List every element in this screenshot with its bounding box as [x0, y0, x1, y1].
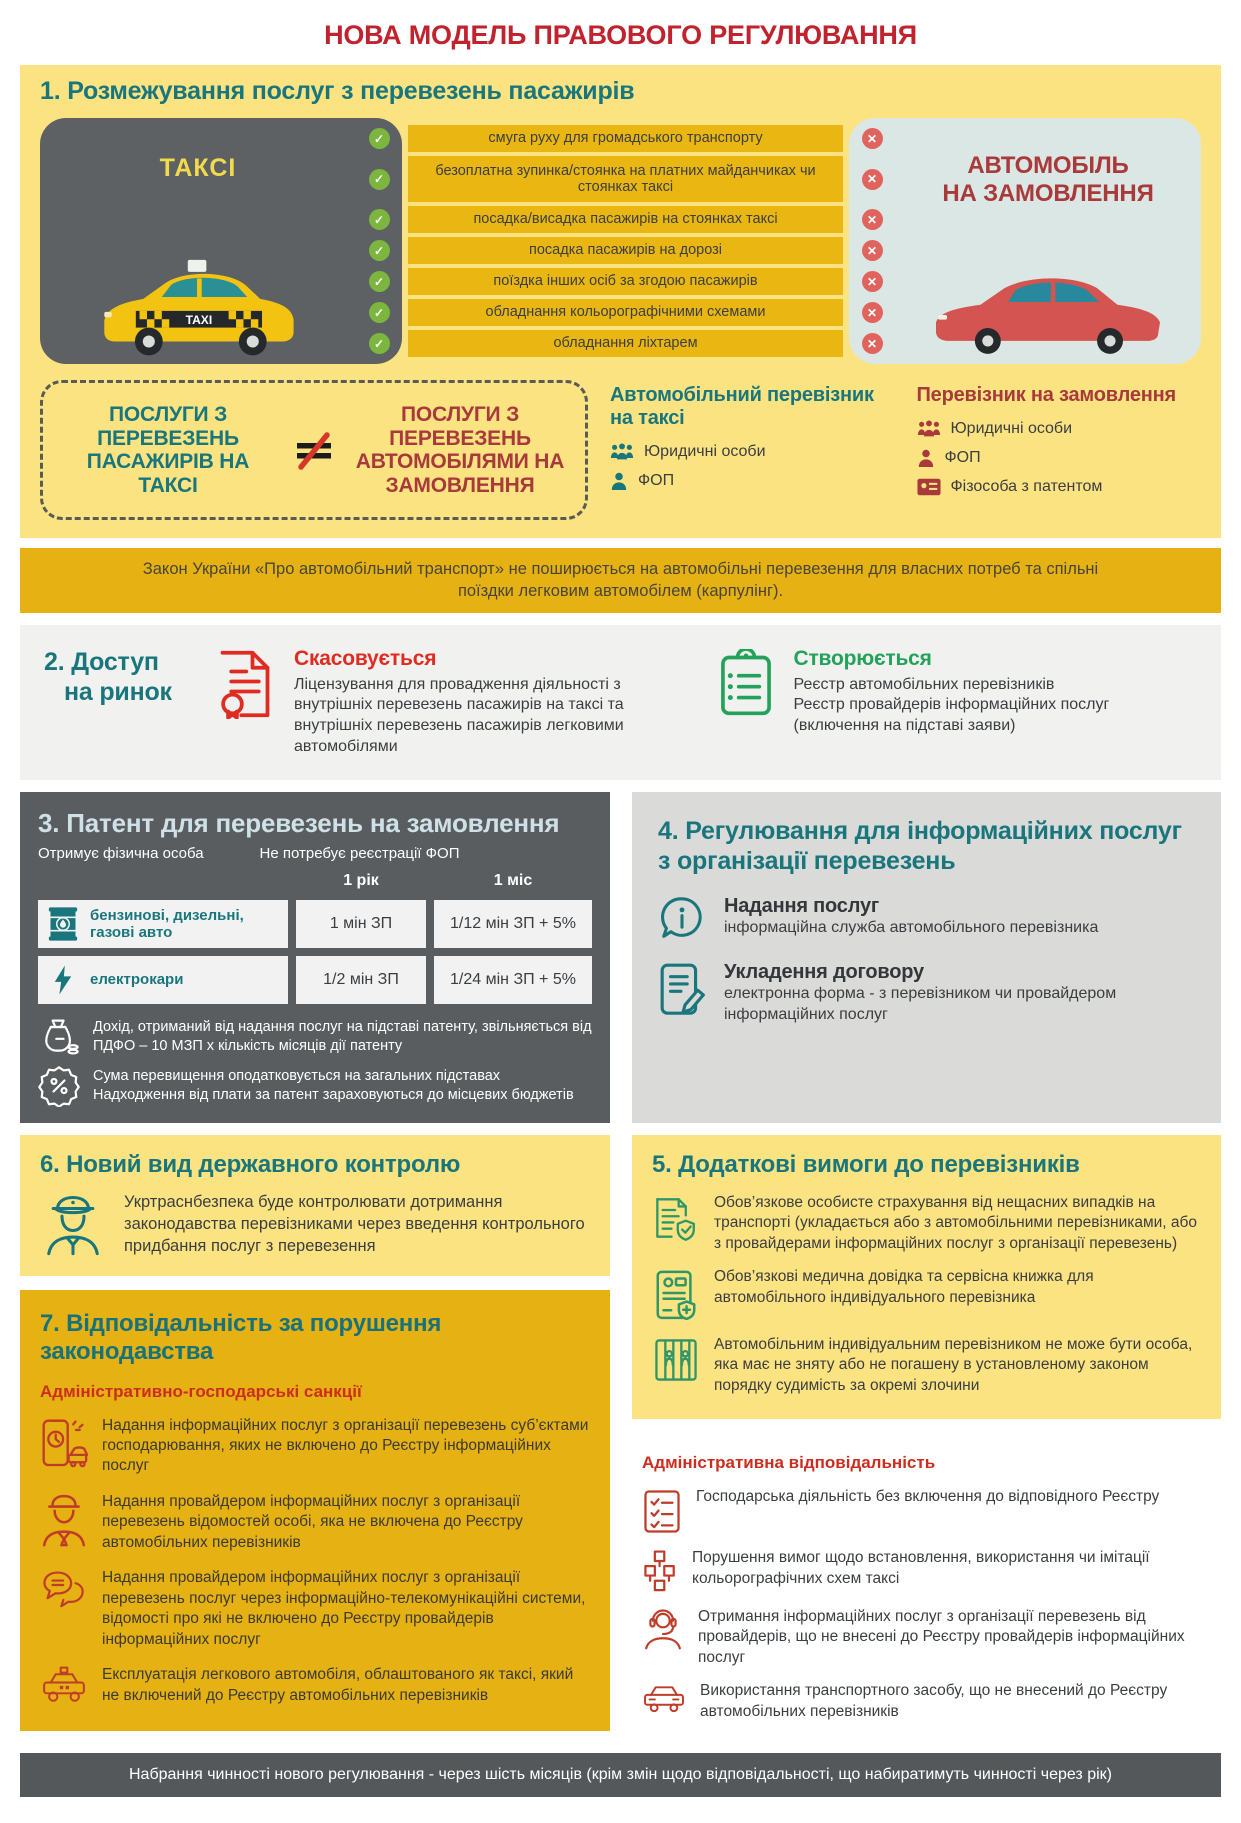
section-4-heading: 4. Регулювання для інформаційних послуг з організації перевезень	[658, 816, 1182, 876]
section-1-panel	[20, 65, 1221, 538]
cancelled-title: Скасовується	[294, 646, 437, 670]
check-circle-icon: ✓	[369, 209, 390, 230]
taxi-car-illustration	[82, 258, 314, 362]
list-item	[642, 1548, 1215, 1594]
created-block	[794, 647, 1198, 737]
section-7-heading: 7. Відповідальність за порушення законодавства	[40, 1309, 442, 1365]
list-item	[40, 1191, 590, 1258]
check-circle-icon: ✓	[369, 128, 390, 149]
list-item-body	[724, 895, 1098, 939]
fuel-barrel-icon	[46, 906, 80, 942]
cancelled-text: Ліцензування для провадження діяльності з внутрішніх перевезень пасажирів на таксі та внутрішніх перевезень пасажирів легковими автомобілями	[294, 675, 624, 755]
electric-bolt-icon	[46, 964, 80, 996]
effective-date-banner: Набрання чинності нового регулювання - через шість місяців (крім змін щодо відповідальності, що набиратимуть чинності через рік)	[20, 1753, 1221, 1797]
patent-sub-right: Не потребує реєстрації ФОП	[259, 844, 460, 862]
section-5-panel	[632, 1135, 1221, 1419]
created-text	[794, 675, 1198, 737]
chat-bubbles-icon	[40, 1569, 88, 1610]
list-item	[40, 1416, 590, 1477]
list-item	[658, 895, 1195, 943]
check-circle-icon: ✓	[369, 169, 390, 190]
column-header-year: 1 рік	[343, 871, 379, 889]
order-car-label	[942, 152, 1153, 207]
item-text: електронна форма - з перевізником чи провайдером інформаційних послуг	[724, 984, 1117, 1023]
item-title: Надання послуг	[724, 894, 880, 917]
criminal-record-icon	[652, 1336, 700, 1384]
sanction-text: Надання провайдером інформаційних послуг з організації перевезень послуг через інформаційно-телекомунікаційні системи, відомості про які не включено до Реєстру провайдерів інформаційних послуг	[102, 1569, 586, 1648]
taxi-carrier-block	[610, 380, 895, 501]
list-item	[652, 1193, 1201, 1254]
not-equal-icon	[287, 423, 341, 477]
section-2-heading-line2: на ринок	[64, 677, 172, 706]
list-item	[917, 478, 1202, 496]
check-circle-icon: ✓	[369, 240, 390, 261]
contract-pencil-icon	[658, 961, 706, 1017]
carrier-item-label: ФОП	[944, 449, 981, 466]
feature-row: обладнання ліхтарем	[408, 330, 843, 357]
color-scheme-blocks-icon	[642, 1549, 678, 1594]
list-item	[38, 1065, 592, 1107]
forbidden-crosses-column	[849, 118, 895, 364]
order-services-label: ПОСЛУГИ З ПЕРЕВЕЗЕНЬ АВТОМОБІЛЯМИ НА ЗАМОВЛЕННЯ	[355, 403, 565, 497]
section-2-heading	[44, 647, 196, 707]
patent-note-text: Сума перевищення оподатковується на загальних підставах	[93, 1067, 501, 1084]
created-line1: Реєстр автомобільних перевізників	[793, 675, 1055, 693]
item-text: інформаційна служба автомобільного перевізника	[724, 918, 1099, 936]
admin-liability-heading: Адміністративна відповідальність	[642, 1453, 936, 1473]
table-corner	[38, 872, 288, 892]
table-cell: 1 мін ЗП	[296, 900, 426, 948]
not-equal-box	[40, 380, 588, 520]
patent-notes	[38, 1017, 592, 1107]
cross-circle-icon: ✕	[862, 240, 883, 261]
list-item	[40, 1492, 590, 1553]
section-6-panel	[20, 1135, 610, 1276]
driver-person-icon	[40, 1493, 88, 1547]
order-carrier-block	[917, 380, 1202, 506]
info-service-person-icon	[642, 1608, 684, 1650]
sanction-text: Надання провайдером інформаційних послуг з організації перевезень відомостей особі, яка не включена до Реєстру автомобільних перевізників	[102, 1492, 523, 1551]
license-certificate-icon	[216, 649, 274, 719]
requirement-text: Обов’язкове особисте страхування від нещасних випадків на транспорті (укладається або з автомобільними перевізниками, або з провайдерами інформаційних послуг з організації перевезень)	[714, 1193, 1198, 1252]
order-carrier-heading: Перевізник на замовлення	[916, 384, 1177, 406]
table-cell: 1/24 мін ЗП + 5%	[434, 956, 592, 1004]
admin-item-text: Використання транспортного засобу, що не внесений до Реєстру автомобільних перевізників	[700, 1682, 1168, 1720]
section-3-subnotes	[38, 845, 592, 862]
taxi-services-label: ПОСЛУГИ З ПЕРЕВЕЗЕНЬ ПАСАЖИРІВ НА ТАКСІ	[86, 403, 250, 497]
list-item	[38, 1017, 592, 1057]
allowed-checks-column	[356, 118, 402, 364]
requirement-text: Автомобільним індивідуальним перевізником не може бути особа, яка має не зняту або не погашену в установленому законом порядку судимість за окремі злочини	[714, 1335, 1193, 1394]
list-item	[610, 442, 895, 461]
patent-note-text: Надходження від плати за патент зараховуються до місцевих бюджетів	[93, 1086, 574, 1103]
section-7-panel	[20, 1290, 610, 1731]
taxi-panel	[40, 118, 402, 364]
right-column	[632, 1135, 1221, 1735]
feature-row: смуга руху для громадського транспорту	[408, 125, 843, 152]
section-2-heading-line1: 2. Доступ	[44, 647, 159, 676]
law-note-banner: Закон України «Про автомобільний транспорт» не поширюється на автомобільні перевезення для власних потреб та спільні поїздки легковим автомобілем (карпулінг).	[20, 548, 1221, 613]
fop-person-icon	[917, 448, 935, 468]
section-3-panel	[20, 792, 610, 1123]
list-item	[652, 1267, 1201, 1322]
list-item	[658, 961, 1195, 1026]
created-title: Створюється	[793, 646, 932, 670]
patent-id-card-icon	[917, 478, 941, 496]
feature-row: посадка/висадка пасажирів на стоянках таксі	[408, 206, 843, 233]
patent-sub-left: Отримує фізична особа	[38, 844, 204, 862]
check-circle-icon: ✓	[369, 271, 390, 292]
section-5-heading: 5. Додаткові вимоги до перевізників	[652, 1150, 1080, 1178]
order-car-label-line2: НА ЗАМОВЛЕННЯ	[942, 179, 1154, 207]
check-circle-icon: ✓	[369, 302, 390, 323]
list-item	[917, 419, 1202, 438]
list-item	[40, 1568, 590, 1650]
order-car-content	[895, 118, 1201, 364]
taxi-vehicle-icon	[40, 1666, 88, 1704]
cancelled-block	[294, 647, 698, 758]
list-item	[642, 1487, 1215, 1535]
list-item	[40, 1665, 590, 1706]
feature-row: поїздка інших осіб за згодою пасажирів	[408, 268, 843, 295]
cross-circle-icon: ✕	[862, 302, 883, 323]
list-item	[652, 1335, 1201, 1396]
taxi-carrier-heading: Автомобільний перевізник на таксі	[610, 384, 874, 429]
item-title: Укладення договору	[724, 960, 924, 983]
order-car-panel	[849, 118, 1201, 364]
admin-liability-block	[632, 1433, 1221, 1735]
section-6-text: Укртраснбезпека буде контролювати дотримання законодавства перевізниками через введення контрольного придбання послуг з перевезення	[124, 1192, 585, 1256]
legal-entities-icon	[610, 442, 634, 461]
section-1-bottom	[40, 380, 1201, 520]
feature-row: обладнання кольорографічними схемами	[408, 299, 843, 326]
info-bubble-icon	[658, 895, 706, 943]
admin-item-text: Господарська діяльність без включення до відповідного Реєстру	[696, 1488, 1160, 1506]
registry-list-icon	[642, 1488, 682, 1535]
table-row-label	[38, 956, 288, 1004]
sanction-text: Експлуатація легкового автомобіля, облаштованого як таксі, який не включений до Реєстру автомобільних перевізників	[102, 1666, 574, 1704]
carrier-item-label: Фізособа з патентом	[950, 478, 1103, 495]
unregistered-car-icon	[642, 1682, 686, 1712]
cross-circle-icon: ✕	[862, 128, 883, 149]
cross-circle-icon: ✕	[862, 271, 883, 292]
section-1-comparison	[40, 118, 1201, 364]
section-4-panel	[632, 792, 1221, 1123]
patent-note-lines	[93, 1067, 574, 1105]
list-item	[642, 1681, 1215, 1722]
registry-clipboard-icon	[718, 649, 774, 717]
admin-item-text: Порушення вимог щодо встановлення, використання чи імітації кольорографічних схем таксі	[692, 1549, 1150, 1587]
order-car-label-line1: АВТОМОБІЛЬ	[967, 152, 1129, 179]
feature-row: посадка пасажирів на дорозі	[408, 237, 843, 264]
feature-list	[402, 118, 849, 364]
section-2-panel	[20, 625, 1221, 780]
list-item	[610, 471, 895, 491]
table-row-label-text: бензинові, дизельні, газові авто	[90, 906, 244, 941]
cross-circle-icon: ✕	[862, 333, 883, 354]
police-officer-icon	[40, 1192, 106, 1256]
sanction-text: Надання інформаційних послуг з організації перевезень суб’єктами господарювання, яких не включено до Реєстру інформаційних послуг	[102, 1416, 589, 1475]
cross-circle-icon: ✕	[862, 209, 883, 230]
list-item	[642, 1607, 1215, 1668]
legal-entities-icon	[917, 419, 941, 438]
column-header-month: 1 міс	[493, 871, 533, 889]
feature-row: безоплатна зупинка/стоянка на платних майданчиках чи стоянках таксі	[408, 156, 843, 202]
admin-item-text: Отримання інформаційних послуг з організації перевезень від провайдерів, що не внесені до Реєстру провайдерів інформаційних послуг	[698, 1607, 1185, 1666]
money-bag-icon	[38, 1017, 80, 1057]
taxi-panel-content	[40, 118, 356, 364]
check-circle-icon: ✓	[369, 333, 390, 354]
sanctions-subheading: Адміністративно-господарські санкції	[40, 1381, 362, 1401]
carrier-item-label: Юридичні особи	[644, 442, 766, 460]
requirement-text: Обов’язкові медична довідка та сервісна книжка для автомобільного індивідуального перевізника	[714, 1268, 1094, 1306]
section-6-heading: 6. Новий вид державного контролю	[40, 1150, 461, 1178]
table-row-label	[38, 900, 288, 948]
taxi-label: ТАКСІ	[159, 154, 237, 182]
cross-circle-icon: ✕	[862, 169, 883, 190]
row-sections-3-4	[20, 792, 1221, 1123]
list-item-body	[724, 961, 1195, 1026]
table-cell: 1/12 мін ЗП + 5%	[434, 900, 592, 948]
taxi-sign-text: TAXI	[185, 312, 213, 327]
table-cell: 1/2 мін ЗП	[296, 956, 426, 1004]
insurance-shield-icon	[652, 1194, 700, 1242]
section-3-heading: 3. Патент для перевезень на замовлення	[38, 807, 560, 838]
carrier-item-label: ФОП	[638, 472, 675, 489]
percent-badge-icon	[38, 1065, 80, 1107]
patent-table	[38, 872, 592, 1004]
fop-person-icon	[610, 471, 628, 491]
section-1-heading: 1. Розмежування послуг з перевезень пасажирів	[40, 77, 635, 105]
taxi-app-phone-icon	[40, 1417, 88, 1469]
order-car-illustration	[923, 265, 1173, 358]
list-item	[917, 448, 1202, 468]
left-column	[20, 1135, 610, 1735]
patent-note-text: Дохід, отриманий від надання послуг на підставі патенту, звільняється від ПДФО – 10 МЗП х кількість місяців дії патенту	[93, 1018, 592, 1054]
carrier-item-label: Юридичні особи	[950, 419, 1073, 437]
medical-card-icon	[652, 1268, 700, 1322]
created-line2: Реєстр провайдерів інформаційних послуг (включення на підставі заяви)	[793, 696, 1110, 735]
row-sections-6-7-5	[20, 1135, 1221, 1735]
table-row-label-text: електрокари	[90, 971, 184, 989]
page-title: НОВА МОДЕЛЬ ПРАВОВОГО РЕГУЛЮВАННЯ	[324, 20, 917, 50]
